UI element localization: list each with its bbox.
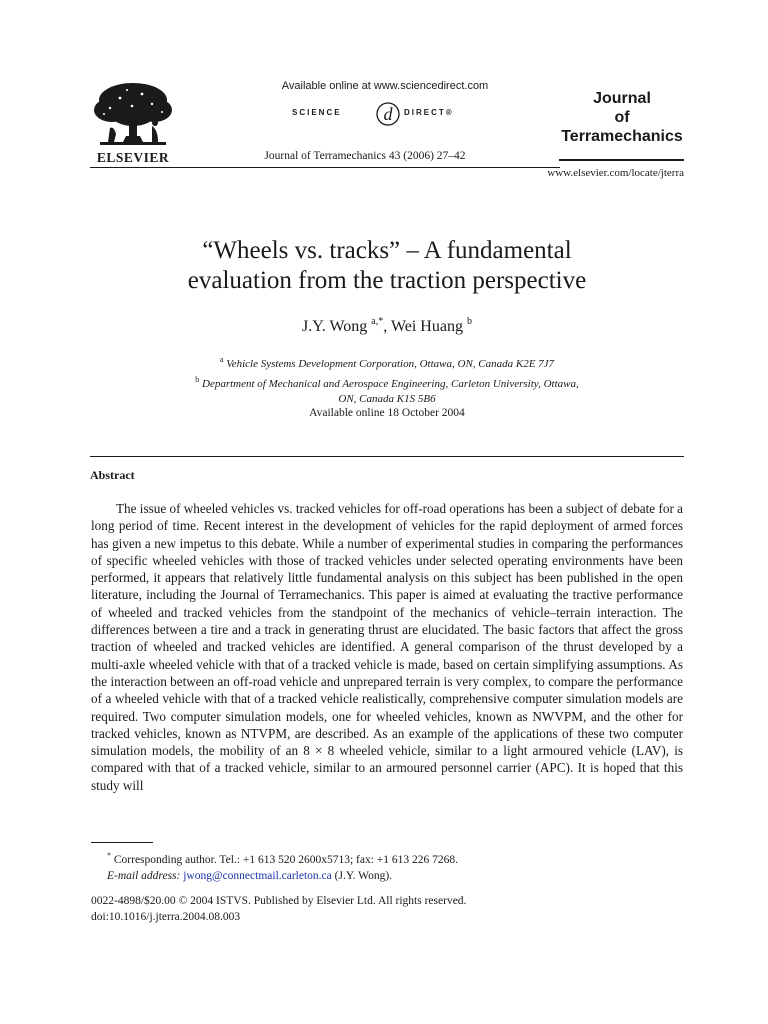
footnote-marker: *: [107, 851, 111, 860]
abstract-heading: Abstract: [90, 468, 135, 482]
available-online-date: Available online 18 October 2004: [309, 407, 465, 419]
affiliation-text-continued: ON, Canada K1S 5B6: [338, 393, 436, 405]
sciencedirect-right-text: DIRECT®: [404, 108, 454, 117]
journal-name-line: Terramechanics: [561, 128, 683, 145]
corresponding-author-footnote: [107, 848, 667, 884]
affiliation-list: [135, 352, 639, 407]
doi-link[interactable]: doi:10.1016/j.jterra.2004.08.003: [91, 910, 241, 923]
author-affiliation-marker[interactable]: a,*: [371, 316, 384, 327]
author-separator: ,: [383, 318, 391, 335]
article-title: [90, 236, 684, 296]
affiliation-item: [135, 372, 639, 392]
copyright-line: 0022-4898/$20.00 © 2004 ISTVS. Published by Elsevier Ltd. All rights reserved.: [91, 895, 467, 907]
sciencedirect-d-icon: [375, 101, 401, 127]
journal-name-line: Journal: [593, 90, 651, 107]
email-link[interactable]: jwong@connectmail.carleton.ca: [183, 869, 332, 882]
svg-text:d: d: [383, 104, 393, 124]
affiliation-text: Vehicle Systems Development Corporation, Ottawa, ON, Canada K2E 7J7: [226, 358, 555, 370]
affiliation-marker: a: [219, 355, 224, 364]
author-name: Wei Huang: [390, 318, 463, 335]
title-line: “Wheels vs. tracks” – A fundamental: [202, 237, 572, 264]
author-affiliation-marker[interactable]: b: [466, 316, 472, 327]
available-online-notice: Available online at www.sciencedirect.com: [281, 80, 489, 92]
title-line: evaluation from the traction perspective: [187, 267, 587, 294]
footnote-divider: [91, 842, 153, 843]
corresponding-author-text: Corresponding author. Tel.: +1 613 520 2600x5713; fax: +1 613 226 7268.: [113, 854, 459, 866]
email-suffix: (J.Y. Wong).: [334, 869, 393, 882]
affiliation-item: [135, 352, 639, 372]
author-name: J.Y. Wong: [302, 318, 368, 335]
affiliation-text: Department of Mechanical and Aerospace Engineering, Carleton University, Ottawa,: [202, 378, 579, 390]
journal-citation: Journal of Terramechanics 43 (2006) 27–42: [264, 150, 466, 162]
affiliation-marker: b: [195, 375, 200, 384]
author-list: [90, 316, 684, 336]
abstract-paragraph: The issue of wheeled vehicles vs. tracked vehicles for off-road operations has been a subject of debate for a long period of time. Recent interest in the development of vehicles for the rapid deployment of armed forces has given a new impetus to this debate. While a number of experimental studies in comparing the performances of specific wheeled vehicles with those of tracked vehicles under selected operating environments have been performed, it appears that relatively little fundamental analysis on this subject has been published in the open literature, including the Journal of Terramechanics. This paper is aimed at evaluating the tractive performance of wheeled and tracked vehicles from the standpoint of the mechanics of vehicle–terrain interaction. The differences between a tire and a track in generating thrust are elucidated. The basic factors that affect the gross traction of wheeled and tracked vehicles are identified. A general comparison of the thrust developed by a multi-axle wheeled vehicle with that of a tracked vehicle is made, based on certain simplifying assumptions. As the interaction between an off-road vehicle and unprepared terrain is very complex, to compare the performance of a wheeled vehicle with that of a tracked vehicle realistically, comprehensive computer simulation models are required. Two computer simulation models, one for wheeled vehicles, known as NWVPM, and the other for tracked vehicles, known as NTVPM, are described. As an example of the applications of these two computer simulation models, the mobility of an 8 × 8 wheeled vehicle, similar to a light armoured vehicle (LAV), is compared with that of a tracked vehicle, similar to an armoured personnel carrier (APC). It is hoped that this study will: [91, 501, 683, 793]
publisher-name: ELSEVIER: [96, 150, 170, 165]
email-label: E-mail address:: [107, 869, 181, 882]
sciencedirect-left-text: SCIENCE: [292, 108, 342, 117]
journal-name-block: [559, 89, 685, 146]
journal-name-rule: [559, 159, 684, 161]
journal-name-line: of: [614, 109, 630, 126]
abstract-divider: [90, 456, 684, 457]
abstract-body: [91, 500, 683, 794]
copyright-block: [91, 894, 685, 925]
journal-url-link[interactable]: www.elsevier.com/locate/jterra: [547, 167, 684, 179]
sciencedirect-logo: [260, 101, 520, 127]
